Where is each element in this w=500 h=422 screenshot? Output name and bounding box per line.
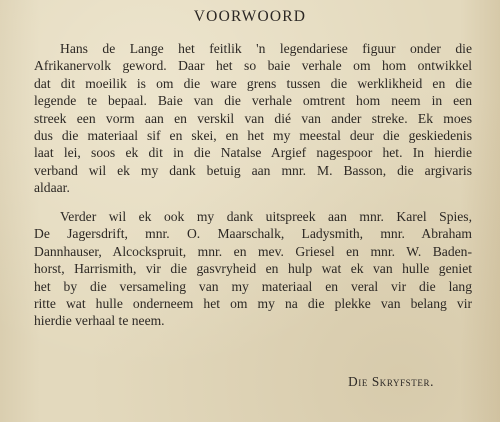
text-line: ritte wat hulle onderneem het om my na die plekke van belang vir	[34, 295, 472, 311]
text-line: Verder wil ek ook my dank uitspreek aan mnr. Karel Spies,	[60, 209, 472, 224]
text-line: horst, Harrismith, vir die gasvryheid en hulp wat ek van hulle geniet	[34, 261, 472, 277]
paragraph-2	[34, 208, 472, 330]
text-line: streek een vorm aan en verskil van dié van ander streke. Ek moes	[34, 110, 472, 126]
text-line: dus die materiaal sif en skei, en het my meestal deur die geskiedenis	[34, 127, 472, 143]
text-line: het by die versameling van my materiaal en veral vir die lang	[34, 278, 472, 294]
text-line: dat dit moeilik is om die ware grens tussen die werklikheid en die	[34, 75, 472, 91]
text-line: legende te bepaal. Baie van die verhale omtrent hom neem in een	[34, 93, 472, 109]
text-line: Dannhauser, Alcockspruit, mnr. en mev. Griesel en mnr. W. Baden-	[34, 243, 472, 259]
signature: Die Skryfster.	[348, 374, 434, 389]
text-line: aldaar.	[34, 180, 70, 196]
text-line: laat lei, soos ek dit in die Natalse Argief nagespoor het. In hierdie	[34, 145, 472, 161]
text-line: hierdie verhaal te neem.	[34, 313, 165, 329]
page-title: VOORWOORD	[193, 8, 307, 25]
text-line: Afrikanervolk geword. Daar het so baie verhale om hom ontwikkel	[34, 58, 472, 74]
paragraph-1	[34, 40, 472, 197]
text-line: verband wil ek my dank betuig aan mnr. M. Basson, die argivaris	[34, 162, 472, 178]
text-line: De Jagersdrift, mnr. O. Maarschalk, Ladysmith, mnr. Abraham	[34, 226, 472, 242]
text-line: Hans de Lange het feitlik 'n legendariese figuur onder die	[60, 41, 472, 56]
